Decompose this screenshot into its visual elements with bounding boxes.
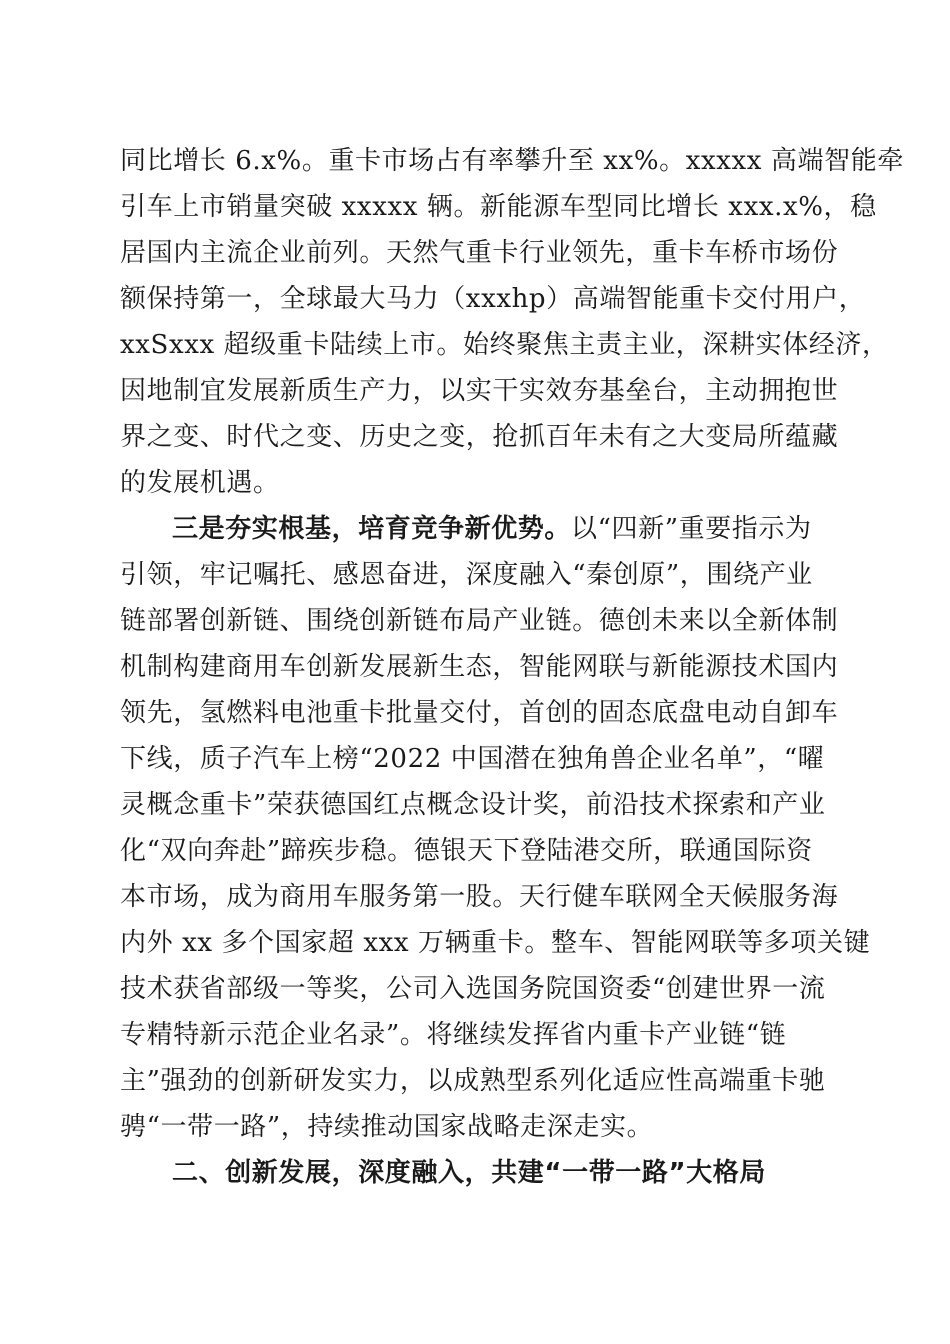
paragraph-line: 居国内主流企业前列。天然气重卡行业领先，重卡车桥市场份	[120, 238, 839, 268]
paragraph-line: 技术获省部级一等奖，公司入选国务院国资委“创建世界一流	[120, 974, 826, 1004]
paragraph-line: 本市场，成为商用车服务第一股。天行健车联网全天候服务海	[120, 882, 839, 912]
paragraph-line: 专精特新示范企业名录”。将继续发挥省内重卡产业链“链	[120, 1020, 787, 1050]
paragraph-line: 链部署创新链、围绕创新链布局产业链。德创未来以全新体制	[120, 606, 839, 636]
paragraph-line: 领先，氢燃料电池重卡批量交付，首创的固态底盘电动自卸车	[120, 698, 839, 728]
paragraph-line: 内外 xx 多个国家超 xxx 万辆重卡。整车、智能网联等多项关键	[120, 928, 871, 958]
paragraph-line: 下线，质子汽车上榜“2022 中国潜在独角兽企业名单”，“曜	[120, 744, 825, 774]
paragraph-line: 引领，牢记嘱托、感恩奋进，深度融入“秦创原”，围绕产业	[120, 560, 813, 590]
paragraph-line: 引车上市销量突破 xxxxx 辆。新能源车型同比增长 xxx.x%，稳	[120, 192, 877, 222]
paragraph-line: 同比增长 6.x%。重卡市场占有率攀升至 xx%。xxxxx 高端智能牵	[120, 146, 904, 176]
paragraph-line: 额保持第一，全球最大马力（xxxhp）高端智能重卡交付用户，	[120, 284, 866, 314]
paragraph-line: 因地制宜发展新质生产力，以实干实效夯基垒台，主动拥抱世	[120, 376, 839, 406]
paragraph-lead-rest: 以“四新”重要指示为	[571, 514, 812, 544]
paragraph-line: 主”强劲的创新研发实力，以成熟型系列化适应性高端重卡驰	[120, 1066, 826, 1096]
paragraph-first-line	[172, 507, 812, 551]
paragraph-lead-bold: 三是夯实根基，培育竞争新优势。	[172, 514, 572, 544]
paragraph-line: 化“双向奔赴”蹄疾步稳。德银天下登陆港交所，联通国际资	[120, 836, 813, 866]
paragraph-line: 界之变、时代之变、历史之变，抢抓百年未有之大变局所蕴藏	[120, 422, 839, 452]
paragraph-line: 灵概念重卡”荣获德国红点概念设计奖，前沿技术探索和产业	[120, 790, 826, 820]
paragraph-line: xxSxxx 超级重卡陆续上市。始终聚焦主责主业，深耕实体经济，	[120, 330, 889, 360]
paragraph-line: 骋“一带一路”，持续推动国家战略走深走实。	[120, 1112, 654, 1142]
paragraph-line: 的发展机遇。	[120, 468, 280, 498]
paragraph-line: 机制构建商用车创新发展新生态，智能网联与新能源技术国内	[120, 652, 839, 682]
section-heading: 二、创新发展，深度融入，共建“一带一路”大格局	[172, 1158, 766, 1188]
